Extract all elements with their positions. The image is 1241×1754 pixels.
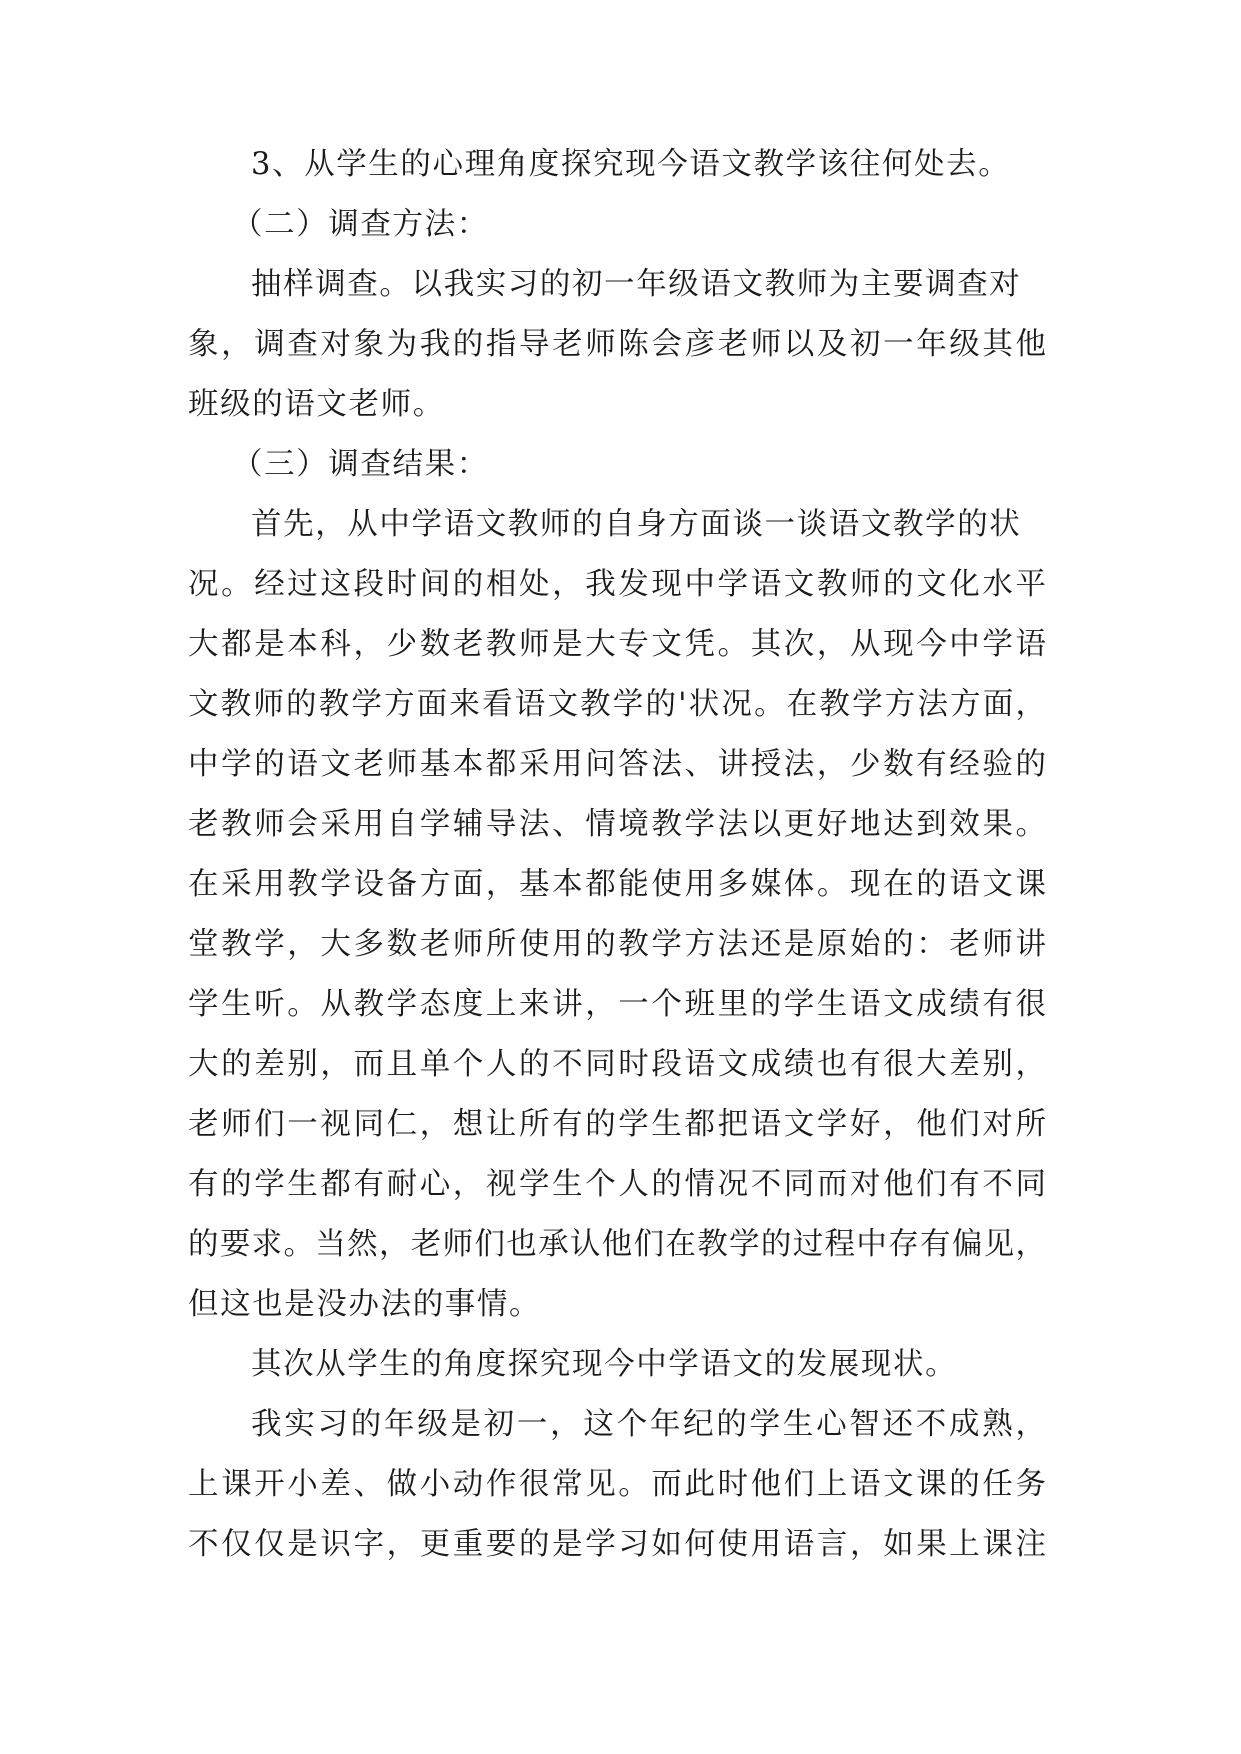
section-heading: （二）调查方法： <box>232 207 489 242</box>
text-line: 但这也是没办法的事情。 <box>188 1287 542 1322</box>
text-line: 大的差别，而且单个人的不同时段语文成绩也有很大差别， <box>188 1047 1046 1082</box>
text-line: 文教师的教学方面来看语文教学的'状况。在教学方法方面， <box>188 687 1046 722</box>
text-line: 况。经过这段时间的相处，我发现中学语文教师的文化水平 <box>188 567 1046 602</box>
text-line: 其次从学生的角度探究现今中学语文的发展现状。 <box>251 1347 958 1382</box>
section-heading: （三）调查结果： <box>232 447 489 482</box>
text-line: 班级的语文老师。 <box>188 387 445 422</box>
text-line: 象，调查对象为我的指导老师陈会彦老师以及初一年级其他 <box>188 327 1046 362</box>
text-line: 上课开小差、做小动作很常见。而此时他们上语文课的任务 <box>188 1467 1046 1502</box>
text-line: 学生听。从教学态度上来讲，一个班里的学生语文成绩有很 <box>188 987 1046 1022</box>
text-line: 3、从学生的心理角度探究现今语文教学该往何处去。 <box>251 147 1011 182</box>
text-line: 首先，从中学语文教师的自身方面谈一谈语文教学的状 <box>251 507 1022 542</box>
text-line: 我实习的年级是初一，这个年纪的学生心智还不成熟， <box>251 1407 1046 1442</box>
text-line: 中学的语文老师基本都采用问答法、讲授法，少数有经验的 <box>188 747 1046 782</box>
text-line: 堂教学，大多数老师所使用的教学方法还是原始的：老师讲 <box>188 927 1046 962</box>
text-line: 抽样调查。以我实习的初一年级语文教师为主要调查对 <box>251 267 1022 302</box>
text-line: 的要求。当然，老师们也承认他们在教学的过程中存有偏见， <box>188 1227 1046 1262</box>
text-line: 在采用教学设备方面，基本都能使用多媒体。现在的语文课 <box>188 867 1046 902</box>
text-line: 有的学生都有耐心，视学生个人的情况不同而对他们有不同 <box>188 1167 1046 1202</box>
text-line: 不仅仅是识字，更重要的是学习如何使用语言，如果上课注 <box>188 1527 1046 1562</box>
text-line: 老教师会采用自学辅导法、情境教学法以更好地达到效果。 <box>188 807 1046 842</box>
text-line: 大都是本科，少数老教师是大专文凭。其次，从现今中学语 <box>188 627 1046 662</box>
text-line: 老师们一视同仁，想让所有的学生都把语文学好，他们对所 <box>188 1107 1046 1142</box>
